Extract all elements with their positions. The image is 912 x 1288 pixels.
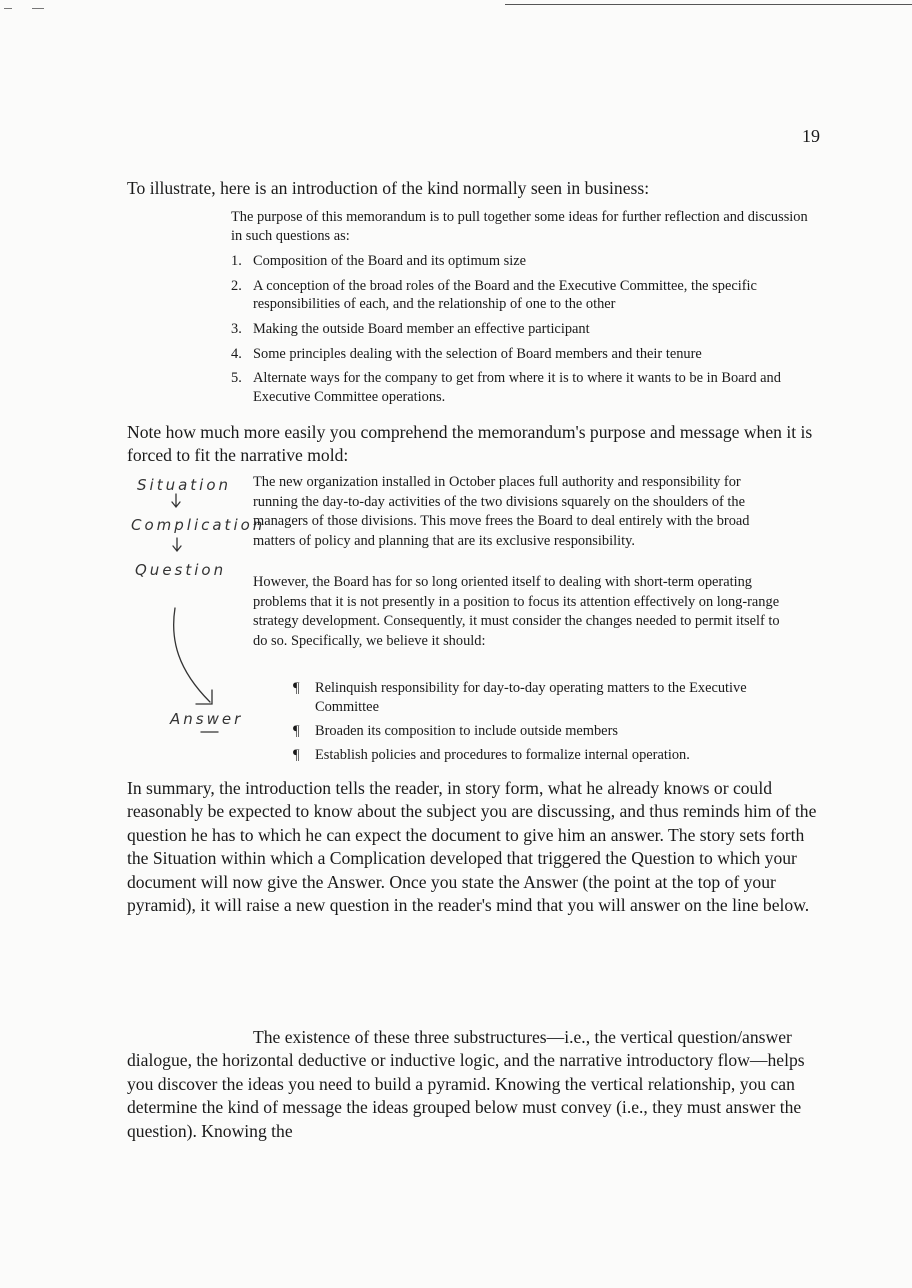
narrative-paragraph-complication: However, the Board has for so long oriented itself to dealing with short-term operating problems that it is not presently in a position to focus its attention effectively on long-range strategy development. Consequently, it must consider the changes needed to permit itself to do so. Specifically, we believe it should:	[253, 574, 780, 649]
pilcrow-icon: ¶	[293, 723, 300, 739]
note-paragraph: Note how much more easily you comprehend the memorandum's purpose and message when it is forced to fit the narrative mold:	[127, 422, 813, 466]
page-number: 19	[802, 126, 820, 146]
memo-list-item: 2. A conception of the broad roles of the Board and the Executive Committee, the specific responsibilities of each, and the relationship of one to the other	[231, 277, 757, 313]
hand-label-situation: Situation	[137, 476, 232, 494]
answer-bullet: ¶ Establish policies and procedures to formalize internal operation.	[293, 747, 690, 763]
pilcrow-icon: ¶	[293, 747, 300, 763]
pilcrow-icon: ¶	[293, 680, 300, 696]
memo-list-item: 1. Composition of the Board and its optimum size	[231, 253, 527, 270]
top-rule	[505, 4, 912, 5]
closing-paragraph: The existence of these three substructures—i.e., the vertical question/answer dialogue, the horizontal deductive or inductive logic, and the narrative introductory flow—helps you discover the ideas you need to build a pyramid. Knowing the vertical relationship, you can determine the kind of message the ideas grouped below must convey (i.e., they must answer the question). Knowing the	[127, 1027, 805, 1141]
memo-list-item: 5. Alternate ways for the company to get from where it is to where it wants to be in Board and Executive Committee operations.	[231, 370, 781, 405]
memo-intro: The purpose of this memorandum is to pull together some ideas for further reflection and discussion in such questions as:	[231, 209, 808, 244]
answer-bullet-list	[293, 679, 783, 770]
answer-bullet: ¶ Relinquish responsibility for day-to-day operating matters to the Executive Committee	[293, 680, 747, 715]
memo-list-item: 4. Some principles dealing with the selection of Board members and their tenure	[231, 345, 702, 362]
memo-list	[231, 252, 816, 406]
hand-label-complication: Complication	[131, 516, 266, 534]
answer-bullet: ¶ Broaden its composition to include outside members	[293, 723, 618, 739]
memo-example	[231, 208, 816, 412]
memo-list-item: 3. Making the outside Board member an effective participant	[231, 320, 590, 337]
scan-mark	[4, 8, 12, 9]
scan-mark	[32, 8, 44, 9]
hand-label-answer: Answer	[170, 710, 244, 728]
hand-label-question: Question	[135, 561, 227, 579]
summary-paragraph: In summary, the introduction tells the reader, in story form, what he already knows or could reasonably be expected to know about the subject you are discussing, and thus reminds him of the question he has to which he can expect the document to give him an answer. The story sets forth the Situation within which a Complication developed that triggered the Question to which your document will now give the Answer. Once you state the Answer (the point at the top of your pyramid), it will raise a new question in the reader's mind that you will answer on the line below.	[127, 778, 817, 916]
narrative-paragraph-situation: The new organization installed in October places full authority and responsibility for running the day-to-day activities of the two divisions squarely on the shoulders of the managers of those divisions. This move frees the Board to deal entirely with the broad matters of policy and planning that are its exclusive responsibility.	[253, 474, 750, 549]
lead-sentence: To illustrate, here is an introduction of the kind normally seen in business:	[127, 178, 650, 198]
